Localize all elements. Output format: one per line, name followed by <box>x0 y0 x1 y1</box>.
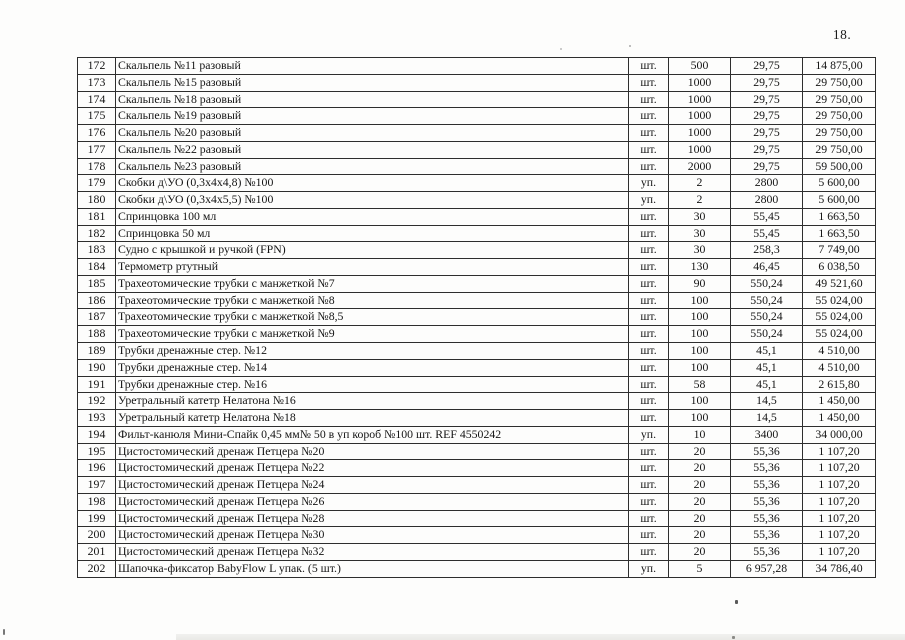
cell-total: 55 024,00 <box>803 309 876 326</box>
cell-unit: шт. <box>629 208 669 225</box>
cell-num: 191 <box>78 376 116 393</box>
table-row <box>78 393 876 410</box>
cell-price: 55,36 <box>731 460 803 477</box>
cell-price: 29,75 <box>731 158 803 175</box>
cell-unit: шт. <box>629 460 669 477</box>
cell-name: Скальпель №15 разовый <box>116 74 629 91</box>
cell-name: Цистостомический дренаж Петцера №32 <box>116 544 629 561</box>
cell-unit: шт. <box>629 326 669 343</box>
cell-unit: шт. <box>629 510 669 527</box>
cell-price: 29,75 <box>731 58 803 75</box>
cell-unit: шт. <box>629 275 669 292</box>
table-row <box>78 108 876 125</box>
cell-num: 178 <box>78 158 116 175</box>
cell-num: 189 <box>78 343 116 360</box>
cell-total: 1 107,20 <box>803 477 876 494</box>
cell-price: 55,36 <box>731 510 803 527</box>
cell-name: Трахеотомические трубки с манжеткой №8,5 <box>116 309 629 326</box>
cell-name: Шапочка-фиксатор BabyFlow L упак. (5 шт.) <box>116 560 629 577</box>
table-row <box>78 208 876 225</box>
cell-name: Уретральный катетр Нелатона №18 <box>116 410 629 427</box>
cell-num: 190 <box>78 359 116 376</box>
cell-qty: 500 <box>669 58 731 75</box>
cell-price: 258,3 <box>731 242 803 259</box>
cell-name: Скальпель №20 разовый <box>116 125 629 142</box>
cell-total: 1 450,00 <box>803 393 876 410</box>
cell-price: 550,24 <box>731 275 803 292</box>
cell-num: 196 <box>78 460 116 477</box>
cell-qty: 2000 <box>669 158 731 175</box>
scan-speck <box>735 600 738 604</box>
cell-total: 49 521,60 <box>803 275 876 292</box>
cell-name: Скальпель №11 разовый <box>116 58 629 75</box>
cell-qty: 20 <box>669 527 731 544</box>
cell-total: 59 500,00 <box>803 158 876 175</box>
cell-price: 55,36 <box>731 527 803 544</box>
scan-speck <box>560 48 562 50</box>
cell-unit: шт. <box>629 527 669 544</box>
cell-unit: шт. <box>629 242 669 259</box>
cell-num: 198 <box>78 493 116 510</box>
cell-unit: шт. <box>629 359 669 376</box>
cell-qty: 100 <box>669 292 731 309</box>
cell-num: 192 <box>78 393 116 410</box>
table-row <box>78 326 876 343</box>
cell-num: 175 <box>78 108 116 125</box>
cell-unit: шт. <box>629 393 669 410</box>
cell-total: 29 750,00 <box>803 91 876 108</box>
cell-price: 29,75 <box>731 125 803 142</box>
cell-qty: 100 <box>669 326 731 343</box>
cell-price: 550,24 <box>731 326 803 343</box>
cell-num: 199 <box>78 510 116 527</box>
cell-unit: уп. <box>629 560 669 577</box>
table-row <box>78 376 876 393</box>
cell-name: Цистостомический дренаж Петцера №28 <box>116 510 629 527</box>
cell-total: 34 000,00 <box>803 426 876 443</box>
table-row <box>78 58 876 75</box>
cell-unit: шт. <box>629 141 669 158</box>
items-table-body <box>78 58 876 578</box>
cell-total: 29 750,00 <box>803 74 876 91</box>
cell-total: 1 107,20 <box>803 443 876 460</box>
cell-name: Скальпель №22 разовый <box>116 141 629 158</box>
cell-price: 46,45 <box>731 259 803 276</box>
table-row <box>78 527 876 544</box>
cell-qty: 30 <box>669 225 731 242</box>
cell-total: 34 786,40 <box>803 560 876 577</box>
cell-unit: шт. <box>629 158 669 175</box>
cell-qty: 1000 <box>669 74 731 91</box>
table-row <box>78 560 876 577</box>
table-row <box>78 141 876 158</box>
cell-qty: 20 <box>669 544 731 561</box>
cell-name: Трубки дренажные стер. №16 <box>116 376 629 393</box>
cell-unit: шт. <box>629 343 669 360</box>
cell-num: 197 <box>78 477 116 494</box>
cell-qty: 90 <box>669 275 731 292</box>
cell-price: 550,24 <box>731 292 803 309</box>
cell-total: 1 663,50 <box>803 225 876 242</box>
scan-speck <box>629 45 631 47</box>
page-number: 18. <box>832 27 852 42</box>
table-row <box>78 443 876 460</box>
cell-name: Цистостомический дренаж Петцера №22 <box>116 460 629 477</box>
cell-qty: 100 <box>669 393 731 410</box>
cell-num: 173 <box>78 74 116 91</box>
cell-total: 4 510,00 <box>803 343 876 360</box>
cell-total: 55 024,00 <box>803 326 876 343</box>
cell-qty: 20 <box>669 443 731 460</box>
cell-name: Уретральный катетр Нелатона №16 <box>116 393 629 410</box>
cell-num: 195 <box>78 443 116 460</box>
cell-name: Трубки дренажные стер. №12 <box>116 343 629 360</box>
cell-unit: шт. <box>629 91 669 108</box>
cell-unit: шт. <box>629 292 669 309</box>
cell-unit: шт. <box>629 125 669 142</box>
cell-num: 179 <box>78 175 116 192</box>
table-row <box>78 91 876 108</box>
cell-qty: 2 <box>669 192 731 209</box>
cell-price: 55,45 <box>731 225 803 242</box>
cell-name: Цистостомический дренаж Петцера №20 <box>116 443 629 460</box>
cell-total: 1 107,20 <box>803 493 876 510</box>
cell-price: 3400 <box>731 426 803 443</box>
cell-price: 29,75 <box>731 141 803 158</box>
cell-num: 177 <box>78 141 116 158</box>
cell-num: 193 <box>78 410 116 427</box>
cell-num: 182 <box>78 225 116 242</box>
cell-name: Трахеотомические трубки с манжеткой №7 <box>116 275 629 292</box>
cell-name: Спринцовка 50 мл <box>116 225 629 242</box>
cell-total: 29 750,00 <box>803 125 876 142</box>
cell-qty: 100 <box>669 359 731 376</box>
cell-price: 45,1 <box>731 343 803 360</box>
cell-name: Скальпель №19 разовый <box>116 108 629 125</box>
cell-price: 14,5 <box>731 393 803 410</box>
cell-num: 202 <box>78 560 116 577</box>
items-table <box>77 57 876 578</box>
cell-total: 1 450,00 <box>803 410 876 427</box>
cell-qty: 2 <box>669 175 731 192</box>
cell-qty: 20 <box>669 510 731 527</box>
table-row <box>78 493 876 510</box>
table-row <box>78 544 876 561</box>
cell-qty: 130 <box>669 259 731 276</box>
cell-total: 1 107,20 <box>803 510 876 527</box>
cell-name: Скальпель №23 разовый <box>116 158 629 175</box>
cell-total: 7 749,00 <box>803 242 876 259</box>
cell-num: 183 <box>78 242 116 259</box>
cell-price: 14,5 <box>731 410 803 427</box>
cell-name: Судно с крышкой и ручкой (FPN) <box>116 242 629 259</box>
cell-unit: уп. <box>629 426 669 443</box>
cell-name: Трахеотомические трубки с манжеткой №9 <box>116 326 629 343</box>
cell-unit: шт. <box>629 108 669 125</box>
table-row <box>78 125 876 142</box>
table-row <box>78 510 876 527</box>
table-row <box>78 309 876 326</box>
cell-unit: уп. <box>629 192 669 209</box>
cell-unit: шт. <box>629 259 669 276</box>
cell-unit: шт. <box>629 74 669 91</box>
cell-unit: шт. <box>629 443 669 460</box>
cell-qty: 20 <box>669 493 731 510</box>
cell-num: 187 <box>78 309 116 326</box>
cell-qty: 1000 <box>669 125 731 142</box>
table-row <box>78 192 876 209</box>
cell-total: 29 750,00 <box>803 141 876 158</box>
cell-price: 55,36 <box>731 477 803 494</box>
cell-qty: 100 <box>669 343 731 360</box>
cell-name: Скобки д\УО (0,3х4х4,8) №100 <box>116 175 629 192</box>
cell-name: Фильт-канюля Мини-Спайк 0,45 мм№ 50 в уп короб №100 шт. REF 4550242 <box>116 426 629 443</box>
table-row <box>78 410 876 427</box>
cell-price: 2800 <box>731 192 803 209</box>
cell-qty: 20 <box>669 477 731 494</box>
cell-name: Термометр ртутный <box>116 259 629 276</box>
cell-name: Цистостомический дренаж Петцера №30 <box>116 527 629 544</box>
cell-unit: шт. <box>629 477 669 494</box>
table-row <box>78 158 876 175</box>
cell-name: Скобки д\УО (0,3х4х5,5) №100 <box>116 192 629 209</box>
table-row <box>78 275 876 292</box>
cell-total: 55 024,00 <box>803 292 876 309</box>
cell-unit: шт. <box>629 58 669 75</box>
cell-qty: 5 <box>669 560 731 577</box>
cell-name: Трахеотомические трубки с манжеткой №8 <box>116 292 629 309</box>
cell-num: 181 <box>78 208 116 225</box>
table-row <box>78 242 876 259</box>
cell-price: 29,75 <box>731 108 803 125</box>
cell-num: 180 <box>78 192 116 209</box>
cell-num: 176 <box>78 125 116 142</box>
scan-speck <box>732 636 735 639</box>
table-row <box>78 426 876 443</box>
table-row <box>78 259 876 276</box>
cell-name: Скальпель №18 разовый <box>116 91 629 108</box>
table-row <box>78 359 876 376</box>
cell-unit: шт. <box>629 376 669 393</box>
cell-num: 188 <box>78 326 116 343</box>
cell-qty: 30 <box>669 242 731 259</box>
cell-qty: 58 <box>669 376 731 393</box>
cell-num: 184 <box>78 259 116 276</box>
cell-unit: шт. <box>629 493 669 510</box>
cell-price: 55,45 <box>731 208 803 225</box>
cell-unit: шт. <box>629 309 669 326</box>
cell-qty: 30 <box>669 208 731 225</box>
cell-name: Цистостомический дренаж Петцера №24 <box>116 477 629 494</box>
cell-name: Цистостомический дренаж Петцера №26 <box>116 493 629 510</box>
cell-num: 194 <box>78 426 116 443</box>
cell-num: 172 <box>78 58 116 75</box>
table-row <box>78 74 876 91</box>
cell-price: 29,75 <box>731 74 803 91</box>
cell-price: 55,36 <box>731 443 803 460</box>
cell-unit: шт. <box>629 225 669 242</box>
cell-total: 29 750,00 <box>803 108 876 125</box>
cell-price: 45,1 <box>731 359 803 376</box>
table-row <box>78 343 876 360</box>
cell-price: 2800 <box>731 175 803 192</box>
scan-edge-shadow <box>176 634 905 640</box>
scan-speck <box>3 629 5 635</box>
cell-num: 201 <box>78 544 116 561</box>
cell-name: Трубки дренажные стер. №14 <box>116 359 629 376</box>
cell-total: 5 600,00 <box>803 175 876 192</box>
cell-qty: 1000 <box>669 141 731 158</box>
table-row <box>78 460 876 477</box>
cell-unit: шт. <box>629 410 669 427</box>
cell-qty: 10 <box>669 426 731 443</box>
cell-name: Спринцовка 100 мл <box>116 208 629 225</box>
cell-price: 55,36 <box>731 544 803 561</box>
cell-price: 6 957,28 <box>731 560 803 577</box>
cell-total: 6 038,50 <box>803 259 876 276</box>
table-row <box>78 292 876 309</box>
cell-total: 2 615,80 <box>803 376 876 393</box>
cell-num: 185 <box>78 275 116 292</box>
cell-unit: шт. <box>629 544 669 561</box>
cell-total: 1 663,50 <box>803 208 876 225</box>
cell-qty: 100 <box>669 410 731 427</box>
cell-total: 1 107,20 <box>803 460 876 477</box>
cell-unit: уп. <box>629 175 669 192</box>
cell-qty: 100 <box>669 309 731 326</box>
cell-num: 200 <box>78 527 116 544</box>
cell-total: 1 107,20 <box>803 527 876 544</box>
cell-total: 1 107,20 <box>803 544 876 561</box>
table-row <box>78 225 876 242</box>
table-row <box>78 477 876 494</box>
cell-num: 174 <box>78 91 116 108</box>
cell-price: 55,36 <box>731 493 803 510</box>
cell-qty: 20 <box>669 460 731 477</box>
cell-total: 5 600,00 <box>803 192 876 209</box>
cell-num: 186 <box>78 292 116 309</box>
cell-total: 14 875,00 <box>803 58 876 75</box>
cell-price: 29,75 <box>731 91 803 108</box>
cell-total: 4 510,00 <box>803 359 876 376</box>
cell-qty: 1000 <box>669 108 731 125</box>
cell-price: 550,24 <box>731 309 803 326</box>
cell-qty: 1000 <box>669 91 731 108</box>
table-row <box>78 175 876 192</box>
cell-price: 45,1 <box>731 376 803 393</box>
